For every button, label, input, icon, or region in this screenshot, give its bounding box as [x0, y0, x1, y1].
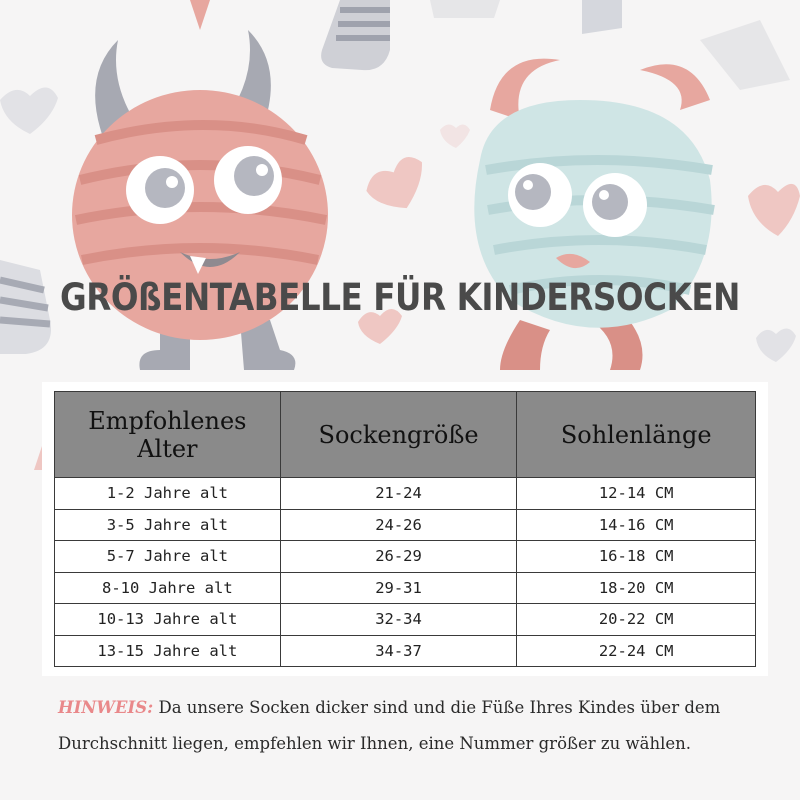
sock-icon: [582, 0, 622, 34]
cell-sock-size: 26-29: [280, 541, 517, 573]
cell-age: 10-13 Jahre alt: [55, 604, 281, 636]
table-row: [55, 572, 756, 604]
page-title: GRÖßENTABELLE FÜR KINDERSOCKEN: [60, 276, 740, 319]
cell-sole-length: 22-24 CM: [517, 635, 756, 667]
cell-sock-size: 29-31: [280, 572, 517, 604]
cell-sole-length: 18-20 CM: [517, 572, 756, 604]
sock-icon: [430, 0, 500, 18]
cell-sock-size: 24-26: [280, 509, 517, 541]
note-label: HINWEIS:: [58, 698, 154, 717]
cell-sock-size: 34-37: [280, 635, 517, 667]
cell-age: 8-10 Jahre alt: [55, 572, 281, 604]
table-row: [55, 604, 756, 636]
column-header-sock-size: Sockengröße: [280, 392, 517, 478]
heart-icon: [360, 153, 435, 219]
note-text: Da unsere Socken dicker sind und die Füße Ihres Kindes über dem Durchschnitt liegen, empfehlen wir Ihnen, eine Nummer größer zu wählen.: [58, 698, 721, 753]
column-header-sole-length: Sohlenlänge: [517, 392, 756, 478]
size-chart-table: [54, 391, 756, 667]
size-note: [58, 690, 778, 762]
heart-icon: [440, 124, 470, 148]
cell-age: 3-5 Jahre alt: [55, 509, 281, 541]
table-row: [55, 509, 756, 541]
heart-icon: [0, 87, 58, 134]
column-header-age: Empfohlenes Alter: [55, 392, 281, 478]
table-row: [55, 541, 756, 573]
heart-icon: [748, 184, 800, 236]
cell-sole-length: 14-16 CM: [517, 509, 756, 541]
table-row: [55, 635, 756, 667]
heart-icon: [756, 328, 796, 362]
cell-sock-size: 32-34: [280, 604, 517, 636]
sock-icon: [321, 0, 390, 70]
table-header-row: [55, 392, 756, 478]
table-row: [55, 478, 756, 510]
cell-age: 13-15 Jahre alt: [55, 635, 281, 667]
cell-age: 1-2 Jahre alt: [55, 478, 281, 510]
sock-icon: [0, 260, 51, 354]
teal-monster-icon: [474, 59, 714, 370]
cell-sole-length: 12-14 CM: [517, 478, 756, 510]
cell-sole-length: 16-18 CM: [517, 541, 756, 573]
sock-icon: [700, 20, 790, 90]
cell-sole-length: 20-22 CM: [517, 604, 756, 636]
cell-age: 5-7 Jahre alt: [55, 541, 281, 573]
cell-sock-size: 21-24: [280, 478, 517, 510]
size-chart-panel: [42, 382, 768, 676]
